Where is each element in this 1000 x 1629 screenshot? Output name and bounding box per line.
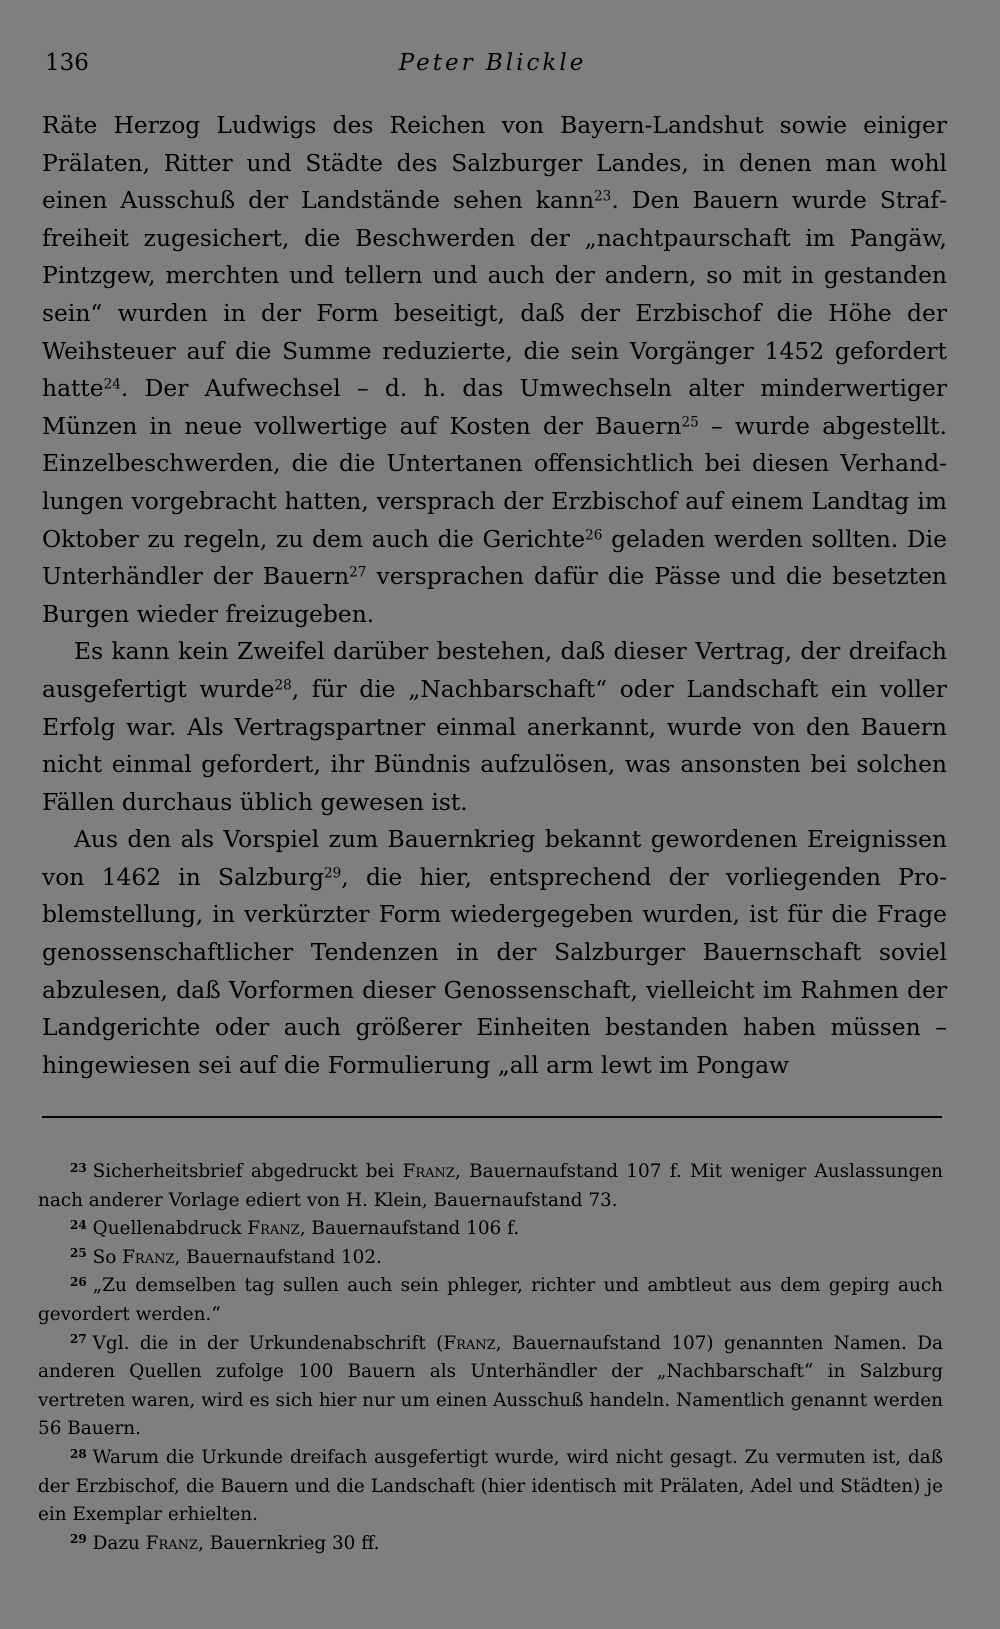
footnote-28: $^{28}$ Warum die Urkunde dreifach ausgefertigt wurde, wird nicht gesagt. Zu vermuten ist, daß der Erzbischof, die Bauern und die Landschaft (hier identisch mit Prälaten, Adel und Städten) je ein Exemplar erhielten. xyxy=(38,1446,943,1526)
footnote-number: 28 xyxy=(70,1446,87,1461)
footnote-26: $^{26}$ „Zu demselben tag sullen auch sein phleger, richter und ambtleut aus dem gepirg auch gevordert werden.“ xyxy=(38,1275,943,1325)
footnote-ref: 29 xyxy=(324,865,342,882)
footnote-29: $^{29}$ Dazu Franz, Bauernkrieg 30 ff. xyxy=(70,1532,380,1554)
footnote-25: $^{25}$ So Franz, Bauernaufstand 102. xyxy=(70,1246,382,1268)
footnote-ref: 27 xyxy=(349,564,367,581)
footnote-divider xyxy=(42,1116,942,1118)
footnote-number: 29 xyxy=(70,1532,87,1547)
paragraph-3: Aus den als Vorspiel zum Bauernkrieg bekannt gewordenen Ereignissen von 1462 in Salzburg$^{29}$, die hier, entsprechend der vorliegenden Problemstellung, in verkürzter Form wiedergegeben wurden, ist für die Frage genossenschaftlicher Tendenzen in der Salzburger Bauernschaft soviel abzulesen, daß Vorformen dieser Genossenschaft, vielleicht im Rahmen der Landgerichte oder auch größerer Einheiten bestanden haben müssen – hingewiesen sei auf die Formulierung „all arm lewt im Pongaw xyxy=(42,825,947,1079)
footnote-24: $^{24}$ Quellenabdruck Franz, Bauernaufstand 106 f. xyxy=(70,1217,520,1240)
footnote-ref: 25 xyxy=(681,414,699,431)
main-text xyxy=(42,107,947,1084)
footnote-number: 24 xyxy=(70,1217,87,1232)
running-title: Peter Blickle xyxy=(398,50,587,76)
footnote-27: $^{27}$ Vgl. die in der Urkundenabschrift (Franz, Bauernaufstand 107) genannten Namen. Da anderen Quellen zufolge 100 Bauern als Unterhändler der „Nachbarschaft“ in Salzburg vertreten waren, wird es sich hier nur um einen Ausschuß handeln. Namentlich genannt werden 56 Bauern. xyxy=(38,1332,943,1440)
page-number: 136 xyxy=(45,50,89,76)
footnote-ref: 23 xyxy=(594,188,612,205)
paragraph-2: Es kann kein Zweifel darüber bestehen, daß dieser Vertrag, der dreifach ausgefertigt wurde$^{28}$, für die „Nachbarschaft“ oder Landschaft ein voller Erfolg war. Als Vertragspartner einmal anerkannt, wurde von den Bauern nicht einmal gefordert, ihr Bündnis aufzulösen, was ansonsten bei solchen Fällen durchaus üblich gewesen ist. xyxy=(42,637,947,816)
footnote-number: 25 xyxy=(70,1246,87,1261)
page-header xyxy=(45,50,940,84)
paragraph-1: Räte Herzog Ludwigs des Reichen von Bayern-Landshut sowie einiger Prälaten, Ritter und Städte des Salzburger Landes, in denen man wohl einen Ausschuß der Landstände sehen kann$^{23}$. Den Bauern wurde Straffreiheit zugesichert, die Beschwerden der „nachtpaurschaft im Pangäw, Pintzgew, merchten und tellern und auch der andern, so mit in gestanden sein“ wurden in der Form beseitigt, daß der Erzbischof die Höhe der Weihsteuer auf die Summe reduzierte, die sein Vorgänger 1452 gefordert hatte$^{24}$. Der Aufwechsel – d. h. das Umwechseln alter minderwertiger Münzen in neue vollwertige auf Kosten der Bauern$^{25}$ – wurde abgestellt. Einzelbeschwerden, die die Untertanen offensichtlich bei diesen Verhandlungen vorgebracht hatten, versprach der Erzbischof auf einem Landtag im Oktober zu regeln, zu dem auch die Gerichte$^{26}$ geladen werden sollten. Die Unterhändler der Bauern$^{27}$ versprachen dafür die Pässe und die besetzten Burgen wieder freizugeben. xyxy=(42,111,947,628)
footnote-23: $^{23}$ Sicherheitsbrief abgedruckt bei Franz, Bauernaufstand 107 f. Mit weniger Auslassungen nach anderer Vorlage ediert von H. Klein, Bauernaufstand 73. xyxy=(38,1160,943,1211)
footnote-number: 26 xyxy=(70,1275,87,1289)
footnotes xyxy=(38,1158,943,1558)
footnote-ref: 28 xyxy=(274,677,292,694)
footnote-number: 27 xyxy=(70,1332,87,1347)
footnote-ref: 24 xyxy=(103,376,121,393)
footnote-ref: 26 xyxy=(585,527,603,544)
footnote-number: 23 xyxy=(70,1160,87,1175)
